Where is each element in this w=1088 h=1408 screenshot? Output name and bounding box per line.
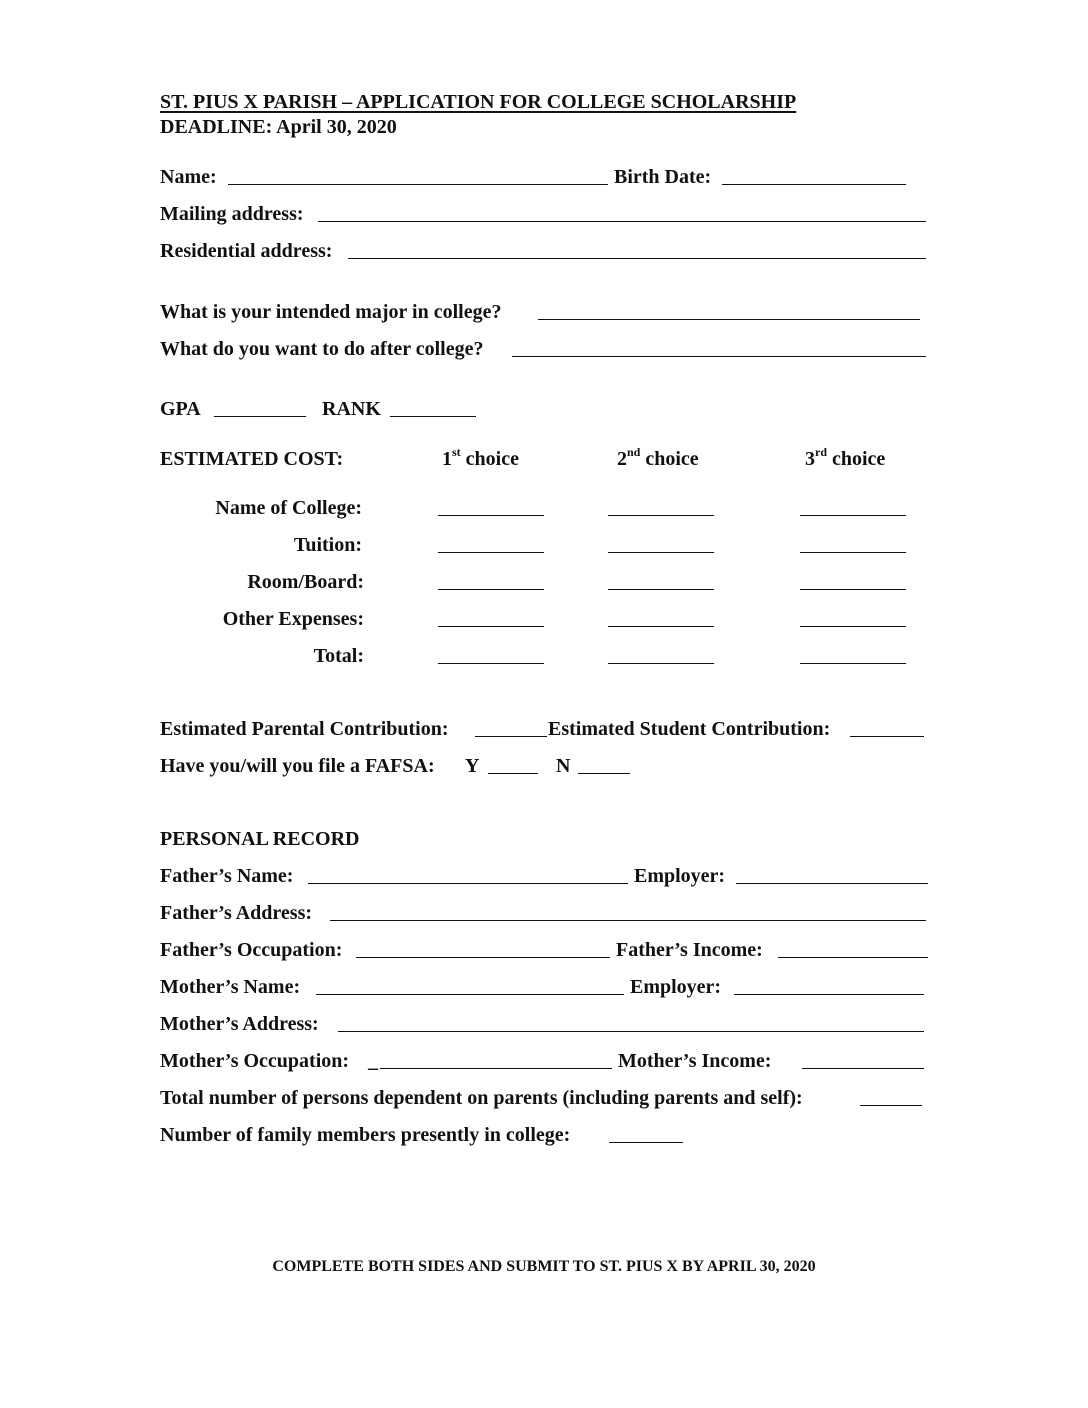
fathers-income-label: Father’s Income: <box>616 939 763 961</box>
first-choice-header: 1st choice <box>442 445 519 470</box>
total-choice-2-field[interactable] <box>608 663 714 664</box>
fathers-address-field[interactable] <box>330 920 926 921</box>
fafsa-no-field[interactable] <box>578 773 630 774</box>
mothers-name-field[interactable] <box>316 994 624 995</box>
total-choice-1-field[interactable] <box>438 663 544 664</box>
college-choice-3-field[interactable] <box>800 515 906 516</box>
fathers-name-label: Father’s Name: <box>160 865 294 887</box>
tuition-choice-1-field[interactable] <box>438 552 544 553</box>
mothers-occupation-label: Mother’s Occupation: <box>160 1050 350 1072</box>
fathers-address-label: Father’s Address: <box>160 902 313 924</box>
form-title: ST. PIUS X PARISH – APPLICATION FOR COLLEGE SCHOLARSHIP <box>160 91 797 113</box>
father-employer-label: Employer: <box>634 865 726 887</box>
cost-row-label-tuition: Tuition: <box>293 534 362 556</box>
after-college-field[interactable] <box>512 356 926 357</box>
fathers-name-field[interactable] <box>308 883 628 884</box>
personal-record-heading: PERSONAL RECORD <box>160 828 360 850</box>
other-expenses-choice-2-field[interactable] <box>608 626 714 627</box>
fafsa-label: Have you/will you file a FAFSA: <box>160 755 435 777</box>
father-employer-field[interactable] <box>736 883 928 884</box>
after-college-label: What do you want to do after college? <box>160 338 484 360</box>
parental-contribution-field[interactable] <box>475 736 547 737</box>
name-field[interactable] <box>228 184 608 185</box>
student-contribution-label: Estimated Student Contribution: <box>548 718 831 740</box>
mothers-occupation-field[interactable] <box>380 1068 612 1069</box>
in-college-label: Number of family members presently in college: <box>160 1124 571 1146</box>
name-label: Name: <box>160 166 217 188</box>
cost-row-label-room-board: Room/Board: <box>247 571 364 593</box>
birth-date-field[interactable] <box>722 184 906 185</box>
mothers-income-field[interactable] <box>802 1068 924 1069</box>
fafsa-no-label: N <box>556 755 571 777</box>
mothers-income-label: Mother’s Income: <box>618 1050 772 1072</box>
college-choice-1-field[interactable] <box>438 515 544 516</box>
estimated-cost-heading: ESTIMATED COST: <box>160 448 344 470</box>
mothers-name-label: Mother’s Name: <box>160 976 301 998</box>
mother-employer-field[interactable] <box>734 994 924 995</box>
tuition-choice-2-field[interactable] <box>608 552 714 553</box>
gpa-label: GPA <box>160 398 201 420</box>
parental-contribution-label: Estimated Parental Contribution: <box>160 718 449 740</box>
mailing-address-label: Mailing address: <box>160 203 304 225</box>
second-choice-header: 2nd choice <box>617 445 699 470</box>
room-board-choice-3-field[interactable] <box>800 589 906 590</box>
cost-row-label-other-expenses: Other Expenses: <box>222 608 364 630</box>
dependents-label: Total number of persons dependent on parents (including parents and self): <box>160 1087 803 1109</box>
room-board-choice-2-field[interactable] <box>608 589 714 590</box>
residential-address-label: Residential address: <box>160 240 333 262</box>
rank-field[interactable] <box>390 416 476 417</box>
mothers-address-label: Mother’s Address: <box>160 1013 319 1035</box>
student-contribution-field[interactable] <box>850 736 924 737</box>
gpa-field[interactable] <box>214 416 306 417</box>
fathers-occupation-field[interactable] <box>356 957 610 958</box>
deadline: DEADLINE: April 30, 2020 <box>160 116 397 138</box>
rank-label: RANK <box>322 398 381 420</box>
fathers-occupation-label: Father’s Occupation: <box>160 939 343 961</box>
cost-row-label-total: Total: <box>313 645 364 667</box>
birth-date-label: Birth Date: <box>614 166 712 188</box>
room-board-choice-1-field[interactable] <box>438 589 544 590</box>
other-expenses-choice-3-field[interactable] <box>800 626 906 627</box>
in-college-field[interactable] <box>609 1142 683 1143</box>
fafsa-yes-field[interactable] <box>488 773 538 774</box>
mothers-address-field[interactable] <box>338 1031 924 1032</box>
mothers-occupation-mark: _ <box>368 1050 378 1072</box>
cost-row-label-college: Name of College: <box>215 497 362 519</box>
other-expenses-choice-1-field[interactable] <box>438 626 544 627</box>
residential-address-field[interactable] <box>348 258 926 259</box>
college-choice-2-field[interactable] <box>608 515 714 516</box>
dependents-field[interactable] <box>860 1105 922 1106</box>
mother-employer-label: Employer: <box>630 976 722 998</box>
fafsa-yes-label: Y <box>465 755 480 777</box>
tuition-choice-3-field[interactable] <box>800 552 906 553</box>
intended-major-field[interactable] <box>538 319 920 320</box>
third-choice-header: 3rd choice <box>805 445 886 470</box>
total-choice-3-field[interactable] <box>800 663 906 664</box>
intended-major-label: What is your intended major in college? <box>160 301 502 323</box>
mailing-address-field[interactable] <box>318 221 926 222</box>
fathers-income-field[interactable] <box>778 957 928 958</box>
footer-note: COMPLETE BOTH SIDES AND SUBMIT TO ST. PIUS X BY APRIL 30, 2020 <box>272 1258 816 1275</box>
